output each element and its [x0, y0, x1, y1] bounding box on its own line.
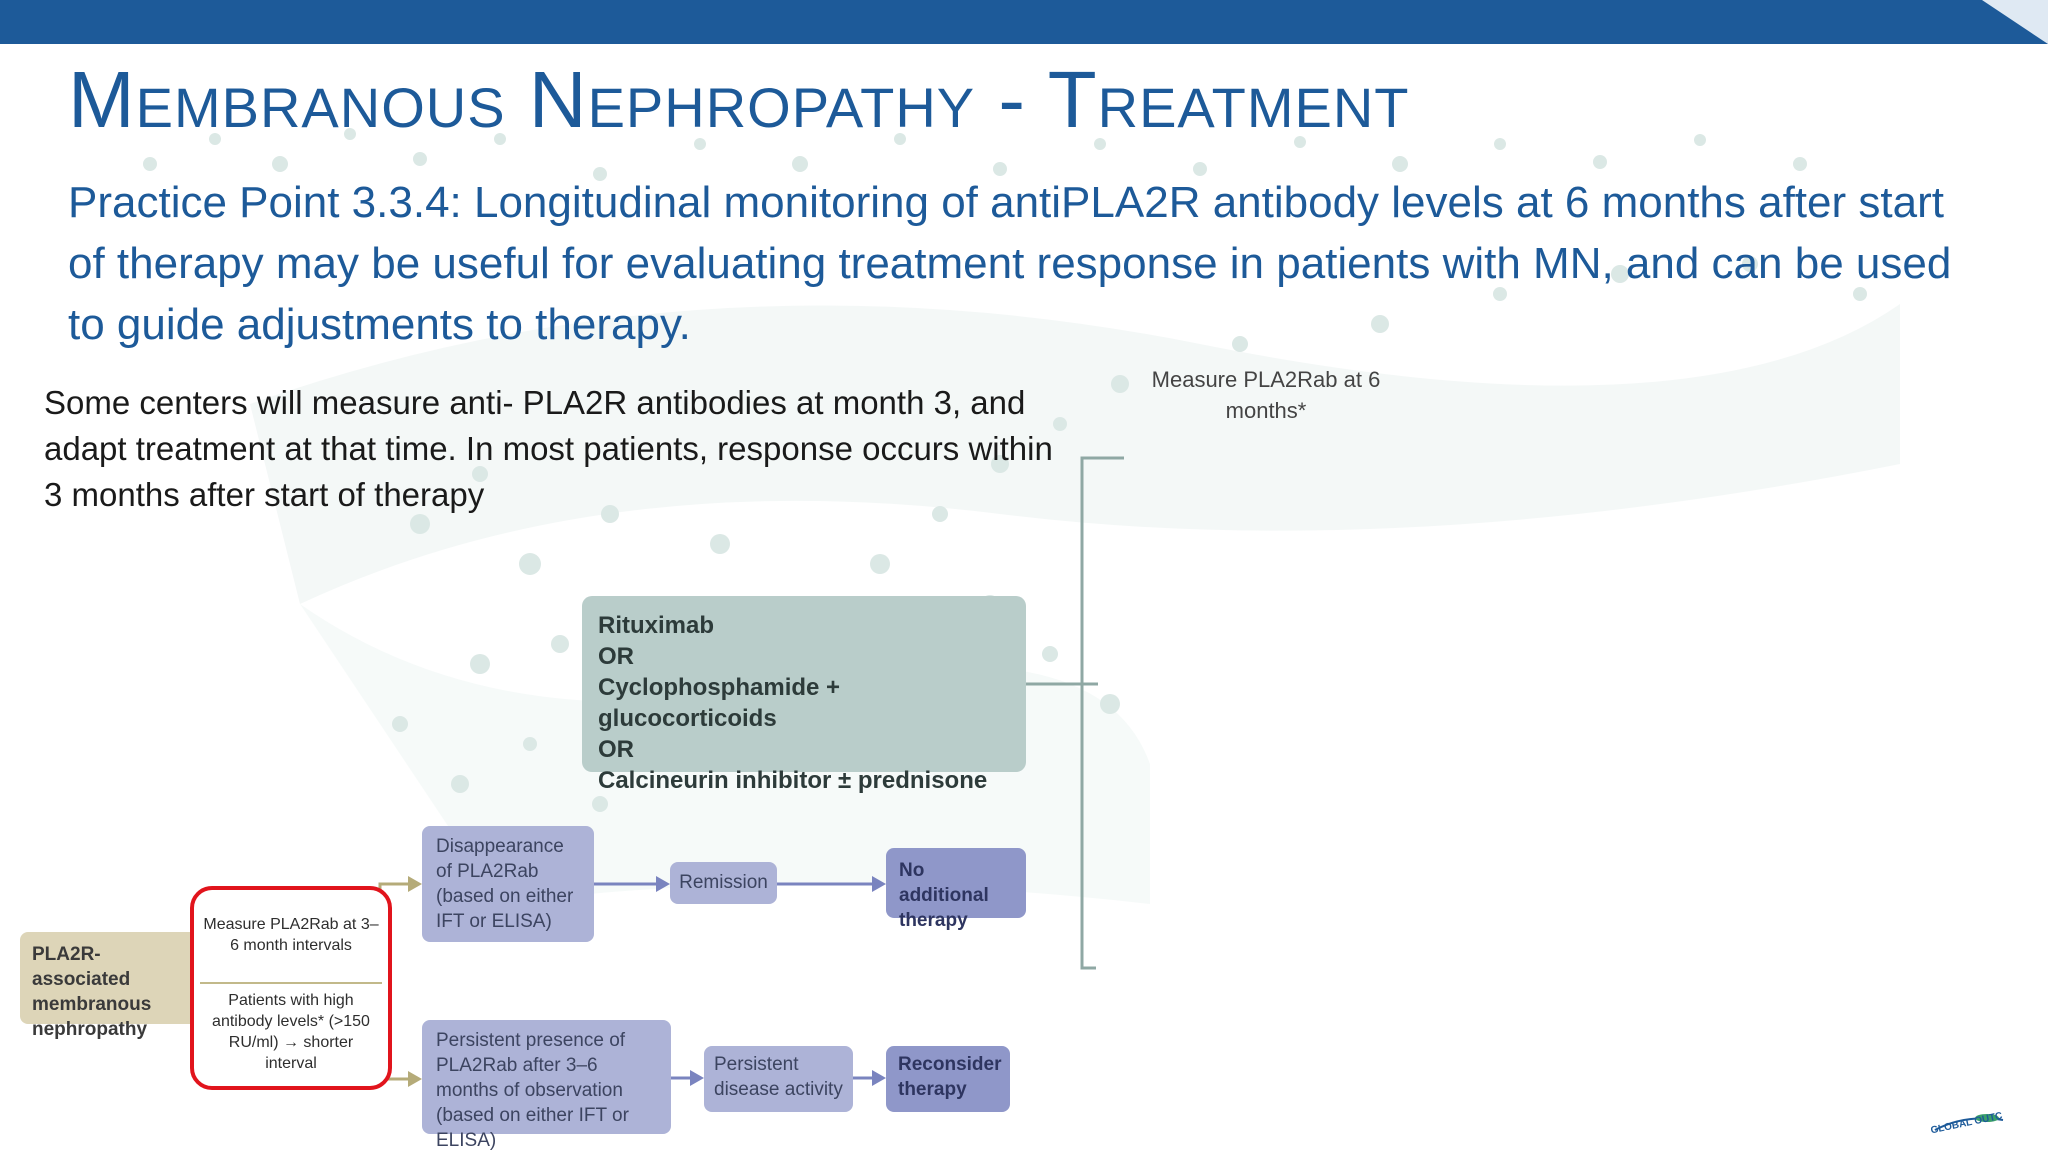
olive-arrowheads	[408, 876, 422, 1087]
high-antibody-text: Patients with high antibody levels* (>150 RU/ml) → shorter interval	[212, 992, 370, 1072]
treatment-cyclophosphamide: Cyclophosphamide + glucocorticoids	[598, 674, 841, 732]
treatment-or-2: OR	[598, 736, 634, 763]
no-additional-therapy-label: No additional therapy	[899, 860, 989, 931]
measure-interval-text: Measure PLA2Rab at 3–6 month intervals	[203, 916, 379, 954]
disappearance-box	[422, 826, 594, 942]
persistent-activity-label: Persistent disease activity	[714, 1054, 843, 1100]
start-box-label: PLA2R-associated membranous nephropathy	[32, 944, 152, 1040]
note-text: Some centers will measure anti- PLA2R antibodies at month 3, and adapt treatment at that time. In most patients, response occurs within 3 months after start of therapy	[44, 384, 1053, 513]
start-box	[20, 932, 200, 1040]
remission-label: Remission	[679, 872, 768, 893]
reconsider-therapy-label: Reconsider therapy	[898, 1054, 1002, 1100]
treatment-calcineurin: Calcineurin inhibitor ± prednisone	[598, 767, 988, 794]
treatment-rituximab: Rituximab	[598, 612, 715, 639]
measure-6-months-label: Measure PLA2Rab at 6 months*	[1151, 367, 1381, 423]
remission-box	[670, 862, 777, 904]
highlighted-measure-box	[190, 886, 392, 1090]
persistent-presence-box	[422, 1020, 671, 1151]
slide-title: Membranous Nephropathy - Treatment	[68, 55, 1410, 144]
treatment-or-1: OR	[598, 643, 634, 670]
disappearance-label: Disappearance of PLA2Rab (based on either IFT or ELISA)	[436, 836, 574, 932]
practice-point: Practice Point 3.3.4: Longitudinal monitoring of antiPLA2R antibody levels at 6 months after start of therapy may be useful for evaluating treatment response in patients with MN, and can be used to guide adjustments to therapy.	[68, 178, 1952, 349]
persistent-activity-box	[704, 1046, 853, 1112]
logo-text: GLOBAL OUTC	[1929, 1110, 2004, 1137]
measure-box-divider	[200, 982, 382, 984]
reconsider-therapy-box	[886, 1046, 1010, 1112]
bracket-lines	[1025, 458, 1124, 968]
treatment-options-box	[582, 596, 1026, 794]
persistent-presence-label: Persistent presence of PLA2Rab after 3–6 months of observation (based on either IFT or ELISA)	[436, 1030, 629, 1151]
no-additional-therapy-box	[886, 848, 1026, 931]
